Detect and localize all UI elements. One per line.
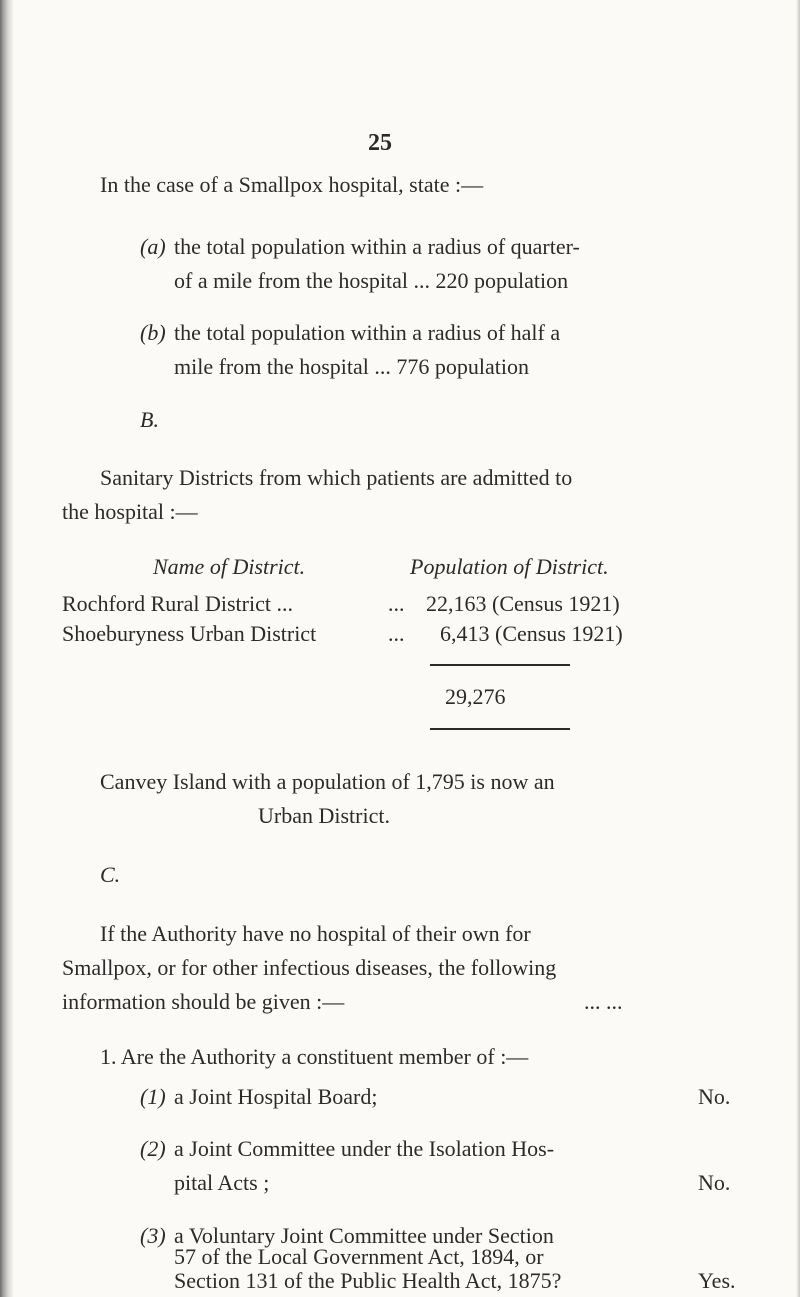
population-total: 29,276 [445, 684, 506, 709]
canvey-note-line1: Canvey Island with a population of 1,795 is now an [100, 769, 555, 794]
item-2-line: pital Acts ; [174, 1170, 270, 1195]
smallpox-intro: In the case of a Smallpox hospital, state :— [100, 172, 484, 197]
item-1-line: a Joint Hospital Board; [174, 1084, 378, 1109]
district-row-population: 22,163 (Census 1921) [426, 591, 620, 616]
section-c-intro-line3: information should be given :— [62, 989, 345, 1014]
section-b-intro-line1: Sanitary Districts from which patients are admitted to [100, 465, 573, 490]
item-3-marker: (3) [140, 1223, 166, 1248]
district-row-dots: ... [388, 621, 405, 646]
district-name-header: Name of District. [153, 554, 306, 579]
item-1-marker: (1) [140, 1084, 166, 1109]
total-rule-top [430, 664, 570, 666]
district-row-name: Shoeburyness Urban District [62, 621, 317, 646]
canvey-note-line2: Urban District. [258, 803, 390, 828]
section-c-intro-line1: If the Authority have no hospital of their own for [100, 921, 531, 946]
district-row-dots: ... [388, 591, 405, 616]
page-edge-right [796, 0, 800, 1297]
section-c-heading: C. [100, 862, 121, 887]
total-rule-bottom [430, 728, 570, 730]
item-a-line2: of a mile from the hospital ... 220 population [174, 268, 569, 293]
page-number: 25 [368, 130, 392, 156]
item-1-answer: No. [698, 1084, 731, 1109]
item-b-line1: the total population within a radius of half a [174, 320, 561, 345]
item-3-line: 57 of the Local Government Act, 1894, or [174, 1244, 544, 1269]
item-b-line2: mile from the hospital ... 776 population [174, 354, 530, 379]
section-c-intro-dots: ... ... [584, 989, 623, 1014]
item-3-line: Section 131 of the Public Health Act, 1875? [174, 1268, 562, 1293]
item-2-marker: (2) [140, 1136, 166, 1161]
section-b-heading: B. [140, 407, 159, 432]
page-edge-shadow [0, 0, 14, 1297]
item-2-answer: No. [698, 1170, 731, 1195]
item-b-marker: (b) [140, 320, 166, 345]
item-3-line: a Voluntary Joint Committee under Section [174, 1223, 554, 1248]
district-population-header: Population of District. [410, 554, 609, 579]
section-c-intro-line2: Smallpox, or for other infectious diseases, the following [62, 955, 557, 980]
item-a-marker: (a) [140, 234, 166, 259]
section-b-intro-line2: the hospital :— [62, 499, 198, 524]
district-row-population: 6,413 (Census 1921) [440, 621, 623, 646]
item-a-line1: the total population within a radius of quarter- [174, 234, 580, 259]
item-3-answer: Yes. [698, 1268, 736, 1293]
question-1: 1. Are the Authority a constituent member of :— [100, 1044, 529, 1069]
district-row-name: Rochford Rural District ... [62, 591, 293, 616]
item-2-line: a Joint Committee under the Isolation Hos- [174, 1136, 555, 1161]
